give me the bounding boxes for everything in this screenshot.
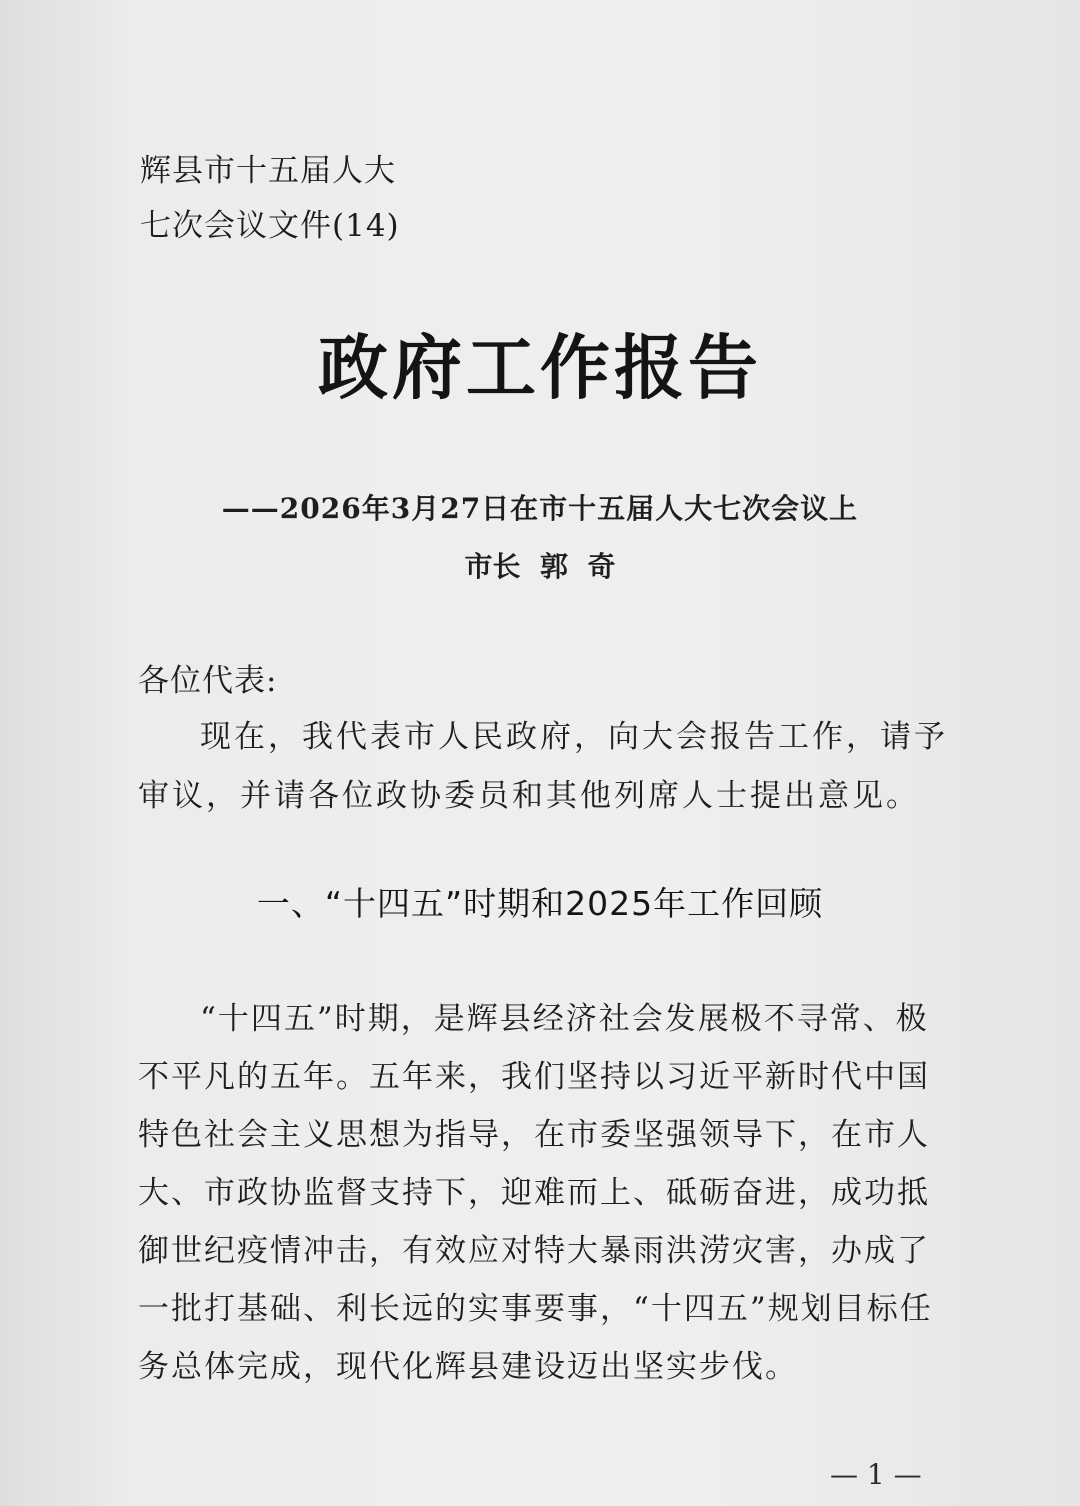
page-number: — 1 — (830, 1458, 922, 1491)
section-heading: 一、“十四五”时期和2025年工作回顾 (256, 884, 824, 923)
review-paragraph: “十四五”时期，是辉县经济社会发展极不寻常、极不平凡的五年。五年来，我们坚持以习近平新时代中国特色社会主义思想为指导，在市委坚强领导下，在市人大、市政协监督支持下，迎难而上、砥砺奋进，成功抵御世纪疫情冲击，有效应对特大暴雨洪涝灾害，办成了一批打基础、利长远的实事要事，“十四五”规划目标任务总体完成，现代化辉县建设迈出坚实步伐。 (138, 1001, 933, 1385)
document-id-line-1: 辉县市十五届人大 (140, 153, 396, 189)
report-subtitle: ——2026年3月27日在市十五届人大七次会议上 (221, 492, 859, 525)
greeting: 各位代表: (138, 663, 278, 699)
report-title: 政府工作报告 (318, 326, 762, 409)
intro-paragraph: 现在，我代表市人民政府，向大会报告工作，请予审议，并请各位政协委员和其他列席人士提出意见。 (138, 719, 948, 814)
document-id-line-2: 七次会议文件(14) (140, 208, 400, 244)
speaker-line: 市长 郭 奇 (464, 550, 616, 583)
